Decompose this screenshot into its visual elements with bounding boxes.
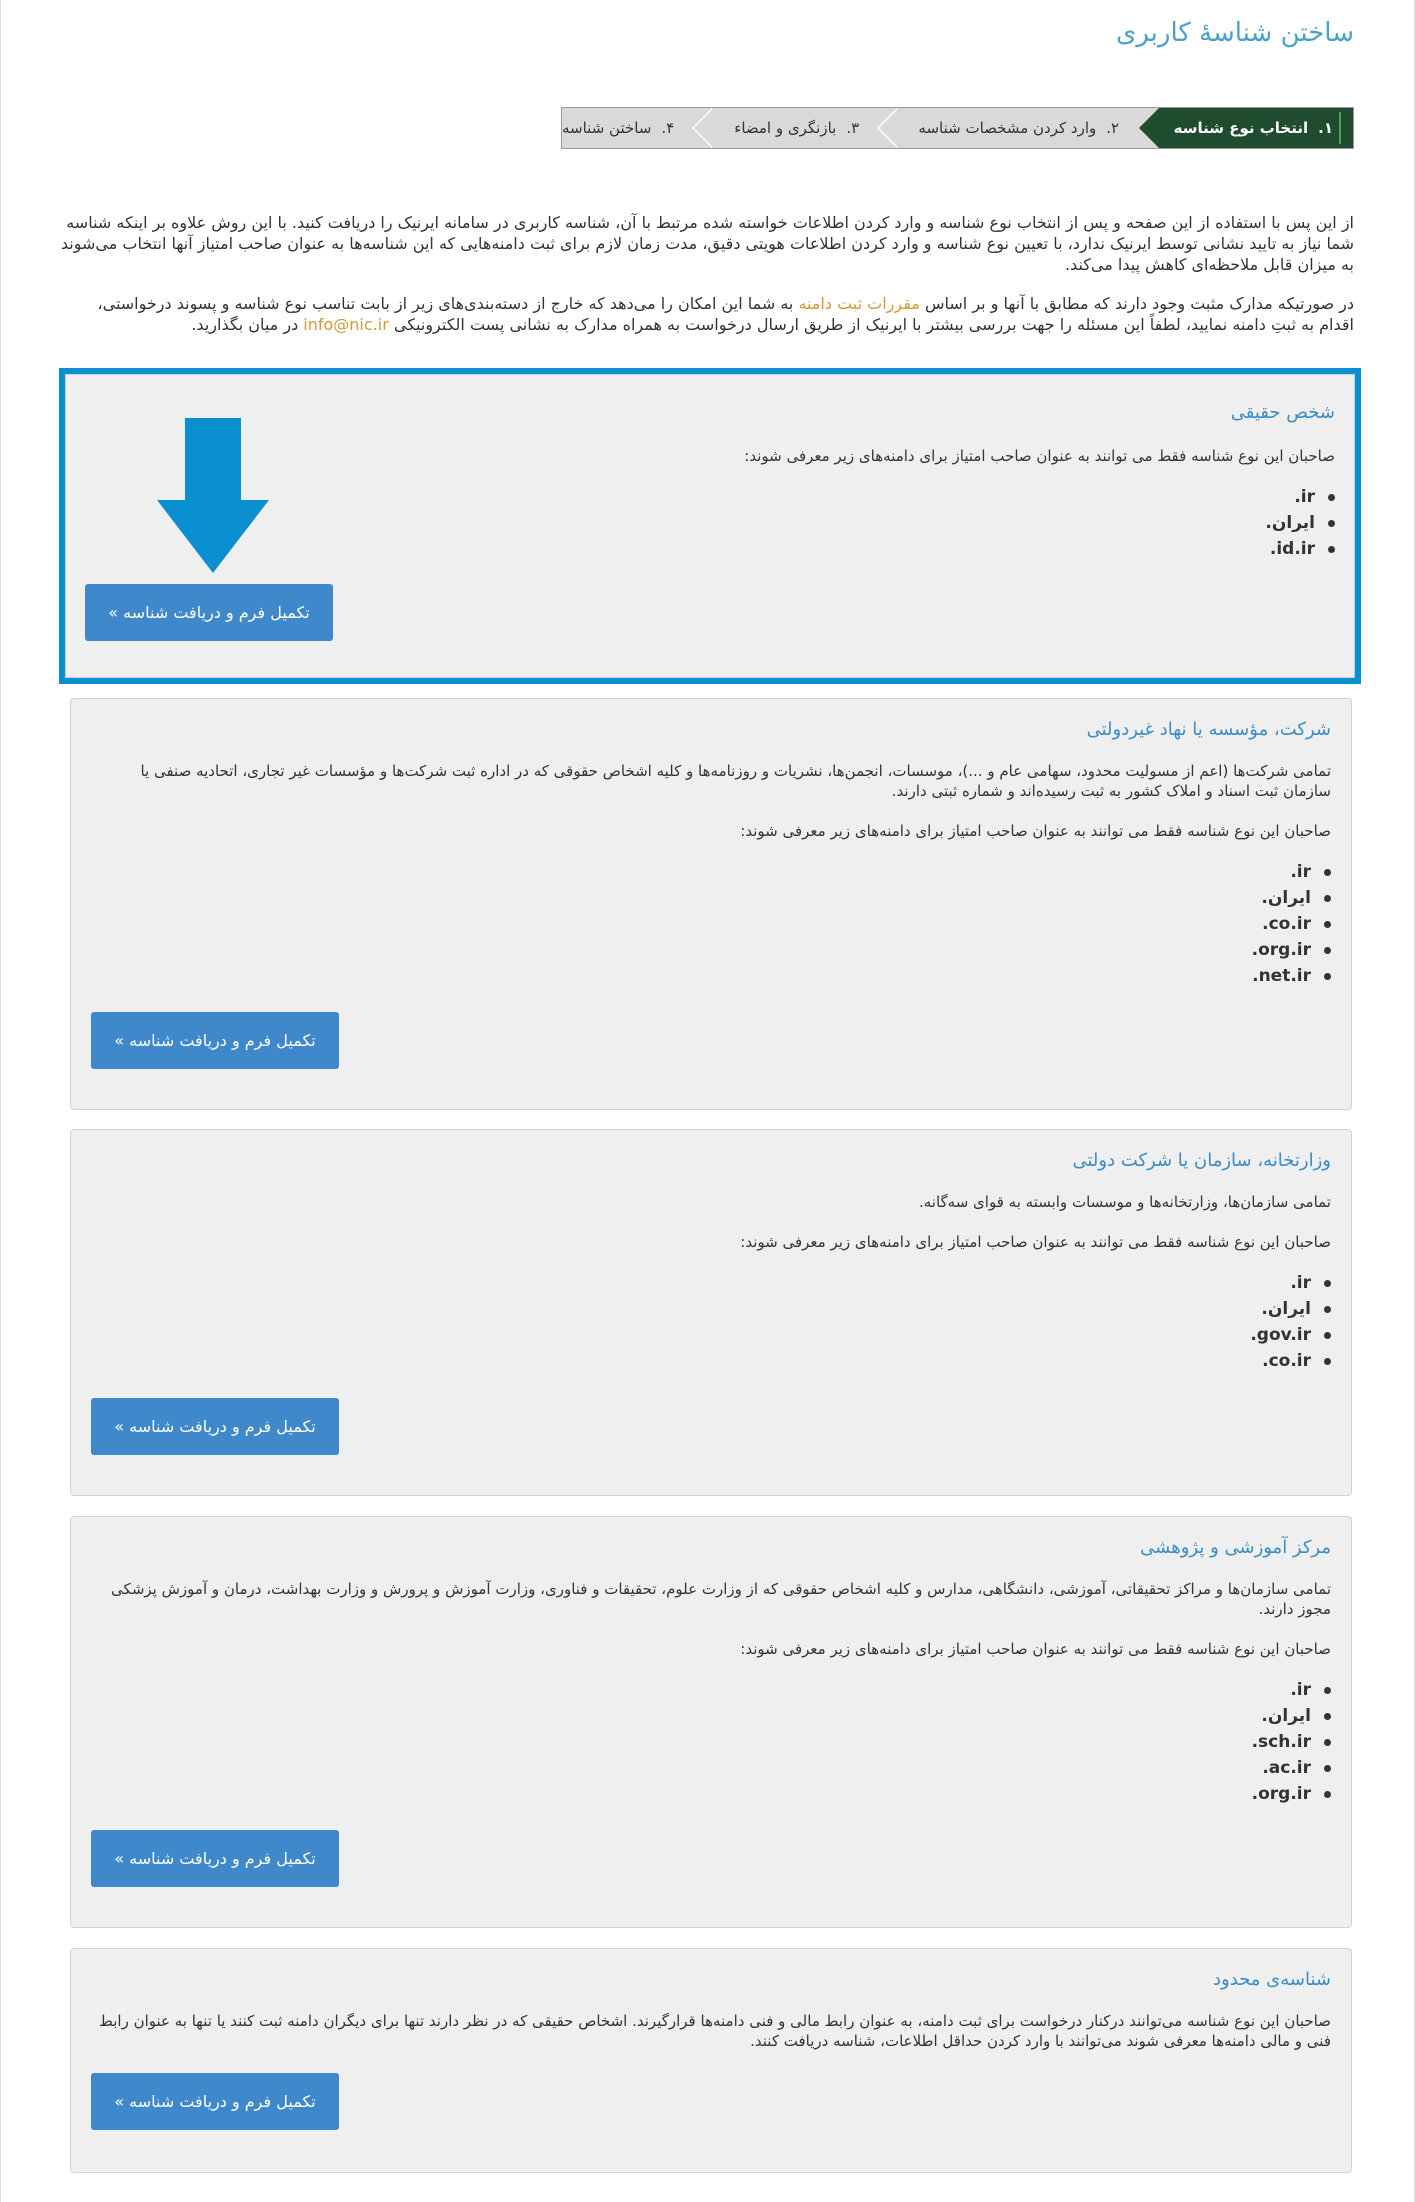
panel-title: مرکز آموزشی و پژوهشی	[1140, 1537, 1331, 1558]
list-item: .co.ir	[1250, 1348, 1331, 1374]
arrow-down-icon	[157, 418, 269, 573]
page-title: ساختن شناسهٔ کاربری	[1115, 18, 1354, 48]
registration-rules-link[interactable]: مقررات ثبت دامنه	[798, 294, 920, 313]
panel-limited-handle	[70, 1948, 1352, 2173]
complete-form-button[interactable]: تکمیل فرم و دریافت شناسه »	[85, 584, 333, 641]
list-item: .ir	[1252, 859, 1331, 885]
panel-education-research	[70, 1516, 1352, 1928]
email-link[interactable]: info@nic.ir	[303, 315, 389, 334]
complete-form-button[interactable]: تکمیل فرم و دریافت شناسه »	[91, 1012, 339, 1069]
domain-list	[1252, 1677, 1331, 1807]
panel-description: تمامی سازمان‌ها، وزارتخانه‌ها و موسسات وابسته به قوای سه‌گانه.	[918, 1193, 1331, 1211]
domain-list	[1265, 484, 1335, 562]
panel-title: شرکت، مؤسسه یا نهاد غیردولتی	[1086, 719, 1331, 740]
list-item: .co.ir	[1252, 911, 1331, 937]
panel-title: شخص حقیقی	[1230, 402, 1335, 423]
list-item: .ایران	[1265, 510, 1335, 536]
eligible-text: صاحبان این نوع شناسه فقط می توانند به عنوان صاحب امتیاز برای دامنه‌های زیر معرفی شوند:	[740, 1640, 1331, 1658]
eligible-text: صاحبان این نوع شناسه فقط می توانند به عنوان صاحب امتیاز برای دامنه‌های زیر معرفی شوند:	[740, 1233, 1331, 1251]
list-item: .ir	[1265, 484, 1335, 510]
complete-form-button[interactable]: تکمیل فرم و دریافت شناسه »	[91, 1398, 339, 1455]
list-item: .ایران	[1252, 1703, 1331, 1729]
panel-description: تمامی سازمان‌ها و مراکز تحقیقاتی، آموزشی، دانشگاهی، مدارس و کلیه اشخاص حقوقی که از وزارت علوم، تحقیقات و فناوری، وزارت آموزش و پرورش و وزارت بهداشت، درمان و آموزش پزشکی مجوز دارند.	[111, 1580, 1331, 1618]
complete-form-button[interactable]: تکمیل فرم و دریافت شناسه »	[91, 2073, 339, 2130]
domain-list	[1252, 859, 1331, 989]
step-review-sign: ۳. بازنگری و امضاء	[714, 108, 899, 148]
panel-government	[70, 1129, 1352, 1496]
list-item: .id.ir	[1265, 536, 1335, 562]
domain-list	[1250, 1270, 1331, 1374]
list-item: .sch.ir	[1252, 1729, 1331, 1755]
intro-paragraph-1: از این پس با استفاده از این صفحه و پس از انتخاب نوع شناسه و وارد کردن اطلاعات خواسته شده مرتبط با آن، شناسه کاربری در سامانه ایرنیک را دریافت کنید. با این روش علاوه بر اینکه شناسه شما نیاز به تایید نشانی توسط ایرنیک ندارد، با تعیین نوع شناسه و وارد کردن اطلاعات هویتی دقیق، مدت زمان لازم برای ثبت دامنه‌هایی که این شناسه‌ها به عنوان صاحب امتیاز آنها انتخاب می‌شوند به میزان قابل ملاحظه‌ای کاهش پیدا می‌کند.	[60, 213, 1354, 274]
step-create-handle: ۴. ساختن شناسه	[562, 119, 675, 137]
panel-title: وزارتخانه، سازمان یا شرکت دولتی	[1072, 1150, 1331, 1171]
intro-text	[59, 212, 1354, 353]
list-item: .ir	[1250, 1270, 1331, 1296]
eligible-text: صاحبان این نوع شناسه فقط می توانند به عنوان صاحب امتیاز برای دامنه‌های زیر معرفی شوند:	[740, 822, 1331, 840]
panel-title: شناسه‌ی محدود	[1213, 1969, 1331, 1990]
complete-form-button[interactable]: تکمیل فرم و دریافت شناسه »	[91, 1830, 339, 1887]
wizard-steps	[561, 107, 1354, 149]
list-item: .org.ir	[1252, 937, 1331, 963]
intro-paragraph-2: در صورتیکه مدارک مثبت وجود دارند که مطابق با آنها و بر اساس مقررات ثبت دامنه به شما این امکان را می‌دهد که خارج از دسته‌بندی‌های زیر از بابت تناسب نوع شناسه و پسوند درخواستی، اقدام به ثبتِ دامنه نمایید، لطفاً این مسئله را جهت بررسی بیشتر با ایرنیک از طریق ارسال درخواست به همراه مدارک به نشانی پست الکترونیکی info@nic.ir در میان بگذارید.	[97, 294, 1354, 334]
list-item: .org.ir	[1252, 1781, 1331, 1807]
list-item: .ir	[1252, 1677, 1331, 1703]
step-enter-details: ۲. وارد کردن مشخصات شناسه	[899, 108, 1159, 148]
list-item: .ایران	[1250, 1296, 1331, 1322]
list-item: .ac.ir	[1252, 1755, 1331, 1781]
list-item: .ایران	[1252, 885, 1331, 911]
step-select-type: ۱. انتخاب نوع شناسه	[1159, 108, 1353, 148]
list-item: .net.ir	[1252, 963, 1331, 989]
panel-natural-person	[59, 368, 1361, 684]
list-item: .gov.ir	[1250, 1322, 1331, 1348]
eligible-text: صاحبان این نوع شناسه فقط می توانند به عنوان صاحب امتیاز برای دامنه‌های زیر معرفی شوند:	[744, 447, 1335, 465]
panel-company	[70, 698, 1352, 1110]
panel-description: تمامی شرکت‌ها (اعم از مسولیت محدود، سهامی عام و ...)، موسسات، انجمن‌ها، نشریات و روزنامه‌ها و کلیه اشخاص حقوقی که در اداره ثبت شرکت‌ها و مؤسسات غیر تجاری، اتحادیه صنفی یا سازمان ثبت اسناد و املاک کشور به ثبت رسیده‌اند و شماره ثبتی دارند.	[140, 762, 1331, 800]
panel-description: صاحبان این نوع شناسه می‌توانند درکنار درخواست برای ثبت دامنه، به عنوان رابط مالی و فنی دامنه‌ها قرارگیرند. اشخاص حقیقی که در نظر دارند تنها برای دیگران دامنه ثبت کنند یا تنها به عنوان رابط فنی و مالی دامنه‌ها معرفی شوند می‌توانند با وارد کردن حداقل اطلاعات، شناسه دریافت کنند.	[98, 2012, 1331, 2050]
